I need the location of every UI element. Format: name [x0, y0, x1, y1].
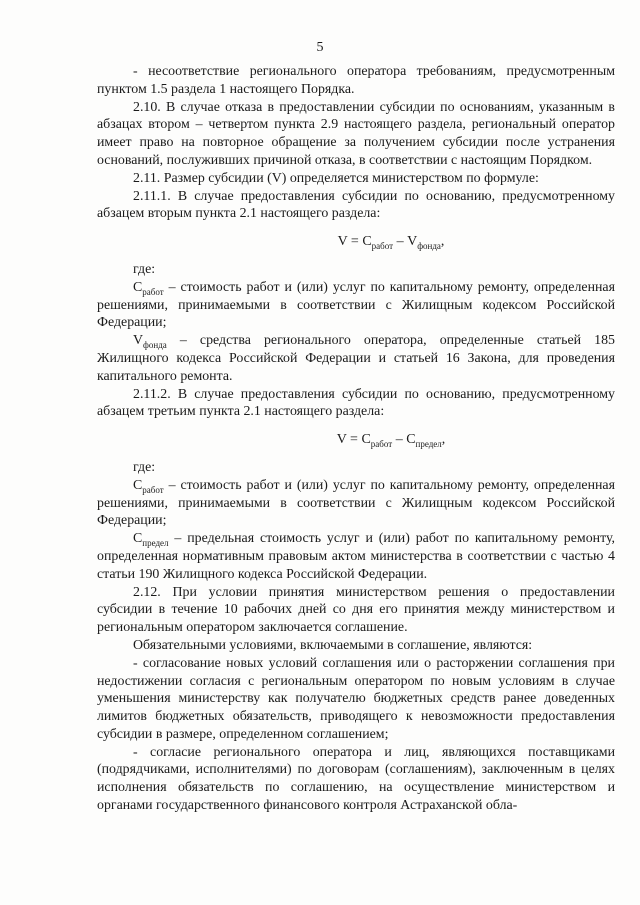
paragraph: 2.11.1. В случае предоставления субсидии по основанию, предусмотренному абзацем вторым пункта 2.1 настоящего раздела: — [97, 188, 615, 222]
page-number: 5 — [316, 40, 324, 55]
formula-2: $V = C_{работ} - C_{предел}$, — [336, 432, 446, 449]
definition: $C_{работ}$ – стоимость работ и (или) услуг по капитальному ремонту, определенная решениями, принимаемыми в соответствии с Жилищным кодексом Российской Федерации; — [97, 279, 615, 331]
paragraph: - несоответствие регионального оператора требованиям, предусмотренным пунктом 1.5 раздела 1 настоящего Порядка. — [97, 64, 615, 97]
paragraph: 2.11. Размер субсидии (V) определяется министерством по формуле: — [133, 170, 539, 186]
where-label: где: — [133, 261, 156, 277]
paragraph: 2.11.2. В случае предоставления субсидии по основанию, предусмотренному абзацем третьим пункта 2.1 настоящего раздела: — [97, 386, 615, 420]
formula-1: $V = C_{работ} - V_{фонда}$, — [337, 234, 445, 251]
document-body — [97, 63, 615, 815]
definition: $C_{предел}$ – предельная стоимость услуг и (или) работ по капитальному ремонту, определенная нормативным правовым актом министерства в соответствии с частью 4 статьи 190 Жилищного кодекса Российской Федерации. — [97, 531, 615, 582]
definition: $C_{работ}$ – стоимость работ и (или) услуг по капитальному ремонту, определенная решениями, принимаемыми в соответствии с Жилищным кодексом Российской Федерации; — [97, 477, 615, 529]
paragraph: 2.12. При условии принятия министерством решения о предоставлении субсидии в течение 10 рабочих дней со дня его принятия между министерством и региональным оператором заключается соглашение. — [97, 584, 615, 636]
paragraph: 2.10. В случае отказа в предоставлении субсидии по основаниям, указанным в абзацах втором – четвертом пункта 2.9 настоящего раздела, региональный оператор имеет право на повторное обращение за получением субсидии после устранения оснований, послуживших причиной отказа, в соответствии с настоящим Порядком. — [97, 99, 615, 168]
paragraph: Обязательными условиями, включаемыми в соглашение, являются: — [133, 637, 533, 653]
paragraph: - согласование новых условий соглашения или о расторжении соглашения при недостижении согласия с региональным оператором по новым условиям в случае уменьшения министерству как получателю бюджетных средств ранее доведенных лимитов бюджетных обязательств, приводящего к невозможности предоставления субсидии в размере, определенном соглашением; — [97, 655, 615, 742]
definition: $V_{фонда}$ – средства регионального оператора, определенные статьей 185 Жилищного кодекса Российской Федерации и статьей 16 Закона, для проведения капитального ремонта. — [97, 333, 615, 384]
paragraph: - согласие регионального оператора и лиц, являющихся поставщиками (подрядчиками, исполнителями) по договорам (соглашениям), заключенным в целях исполнения обязательств по соглашению, на осуществление министерством и органами государственного финансового контроля Астраханской обла- — [97, 744, 615, 814]
where-label: где: — [133, 459, 156, 475]
